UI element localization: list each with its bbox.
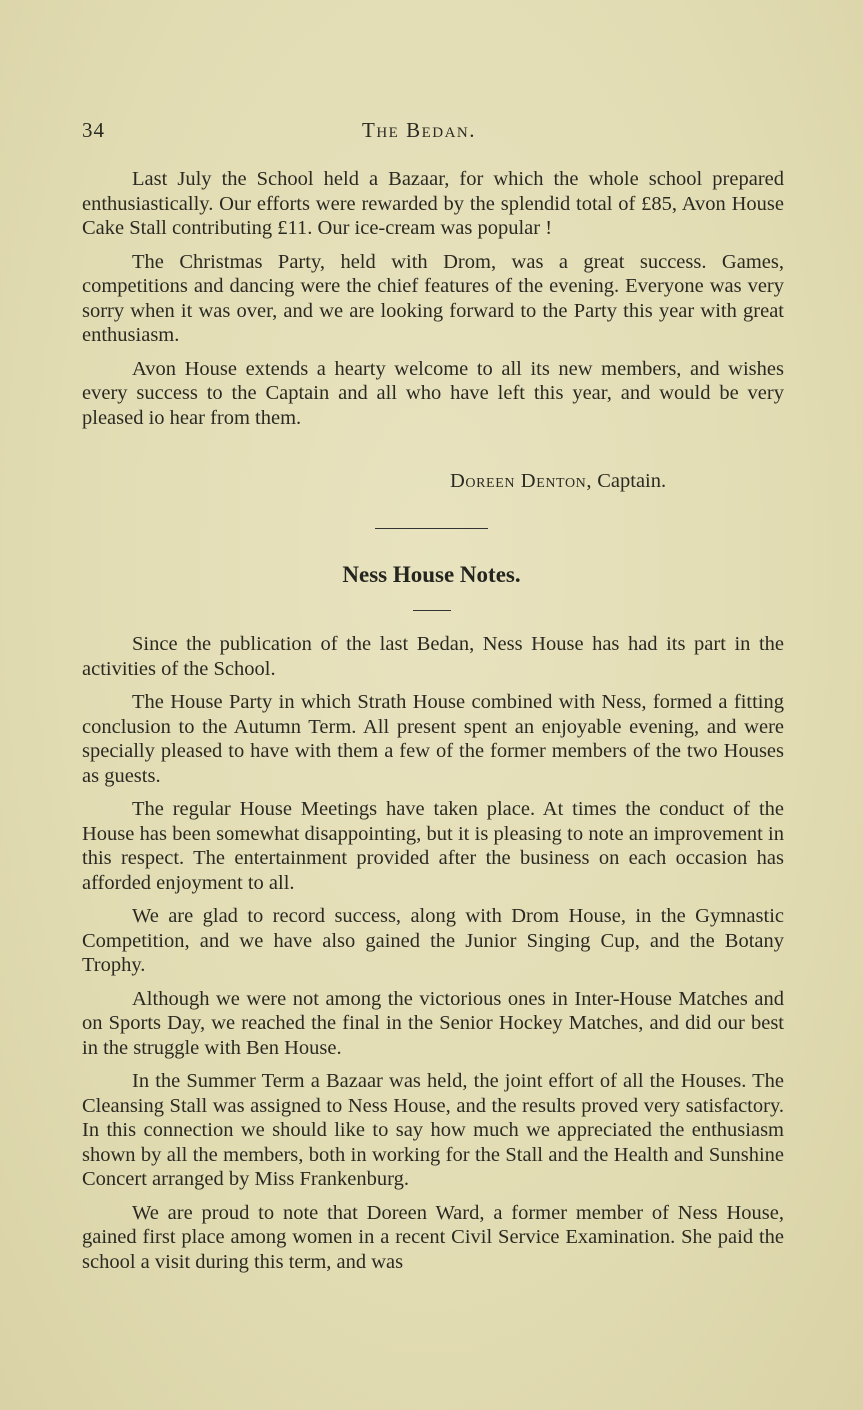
paragraph: The Christmas Party, held with Drom, was a great success. Games, competitions and dancing were the chief features of the evening. Everyone was very sorry when it was over, and we are looking forward to the Party this year with great enthusiasm.: [82, 250, 784, 346]
signature-title: Captain.: [597, 470, 667, 492]
paragraph: We are proud to note that Doreen Ward, a former member of Ness House, gained first place among women in a recent Civil Service Examination. She paid the school a visit during this term, and was: [82, 1201, 784, 1273]
paragraph: We are glad to record success, along with Drom House, in the Gymnastic Competition, and we have also gained the Junior Singing Cup, and the Botany Trophy.: [82, 905, 784, 976]
paragraph: The regular House Meetings have taken place. At times the conduct of the House has been somewhat disappointing, but it is pleasing to note an improvement in this respect. The entertainment provided after the business on each occasion has afforded enjoyment to all.: [82, 798, 784, 894]
paragraph: Although we were not among the victorious ones in Inter-House Matches and on Sports Day, we reached the final in the Senior Hockey Matches, and did our best in the struggle with Ben House.: [82, 987, 784, 1059]
paragraph: Last July the School held a Bazaar, for which the whole school prepared enthusiastically. Our efforts were rewarded by the splendid total of £85, Avon House Cake Stall contributing £11. Our ice-cream was popular !: [82, 168, 784, 239]
journal-title: The Bedan.: [362, 118, 476, 142]
heading-rule: [413, 610, 451, 611]
signature-name: Doreen Denton,: [450, 470, 593, 492]
ness-house-notes: [82, 632, 784, 1274]
signature: [450, 469, 666, 494]
paragraph: The House Party in which Strath House combined with Ness, formed a fitting conclusion to the Autumn Term. All present spent an enjoyable evening, and were specially pleased to have with them a few of the former members of the two Houses as guests.: [82, 691, 784, 787]
paragraph: Since the publication of the last Bedan, Ness House has had its part in the activities of the School.: [82, 633, 784, 680]
paragraph: In the Summer Term a Bazaar was held, the joint effort of all the Houses. The Cleansing Stall was assigned to Ness House, and the results proved very satisfactory. In this connection we should like to say how much we appreciated the enthusiasm shown by all the members, both in working for the Stall and the Health and Sunshine Concert arranged by Miss Frankenburg.: [82, 1070, 784, 1190]
section-divider: [375, 528, 488, 529]
avon-house-notes: [82, 167, 784, 430]
page-number: 34: [82, 118, 105, 142]
section-heading: Ness House Notes.: [342, 562, 521, 587]
running-head: [82, 118, 782, 148]
paragraph: Avon House extends a hearty welcome to all its new members, and wishes every success to the Captain and all who have left this year, and would be very pleased io hear from them.: [82, 357, 784, 429]
